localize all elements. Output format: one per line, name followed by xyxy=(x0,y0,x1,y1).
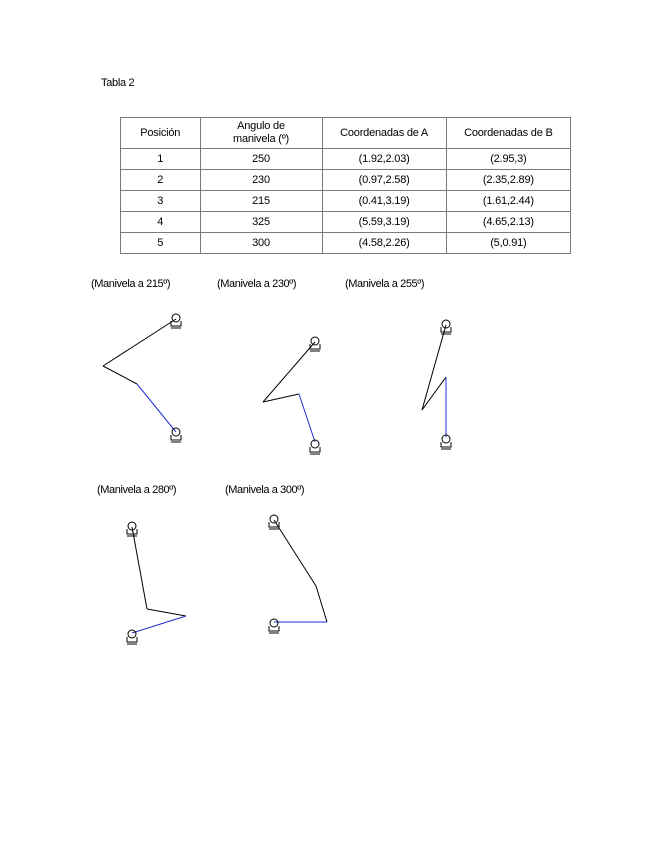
link-4 xyxy=(132,616,186,633)
cell-position: 5 xyxy=(121,233,201,254)
link-2 xyxy=(263,342,315,402)
figure-label-230: (Manivela a 230º) xyxy=(217,278,297,290)
link-3 xyxy=(147,609,186,616)
cell-angle: 300 xyxy=(200,233,322,254)
cell-coord-b: (5,0.91) xyxy=(446,233,570,254)
header-posicion: Posición xyxy=(121,118,201,149)
table-header-row xyxy=(121,118,571,149)
mechanism-diagram-255 xyxy=(415,313,460,455)
cell-coord-b: (2.95,3) xyxy=(446,149,570,170)
table-row xyxy=(121,191,571,212)
link-2 xyxy=(132,527,147,609)
cell-coord-a: (1.92,2.03) xyxy=(322,149,446,170)
fixed-pivot-icon xyxy=(269,619,279,633)
table-row xyxy=(121,149,571,170)
figure-label-280: (Manivela a 280º) xyxy=(97,484,177,496)
fixed-pivot-icon xyxy=(441,435,451,449)
cell-coord-a: (0.41,3.19) xyxy=(322,191,446,212)
link-2 xyxy=(422,325,446,410)
link-3 xyxy=(103,366,137,384)
cell-coord-a: (0.97,2.58) xyxy=(322,170,446,191)
mechanism-diagram-215 xyxy=(95,308,190,450)
table-row xyxy=(121,233,571,254)
cell-position: 2 xyxy=(121,170,201,191)
cell-position: 4 xyxy=(121,212,201,233)
link-4 xyxy=(299,394,315,442)
link-2 xyxy=(103,319,176,366)
cell-coord-b: (2.35,2.89) xyxy=(446,170,570,191)
cell-coord-b: (1.61,2.44) xyxy=(446,191,570,212)
mechanism-diagram-280 xyxy=(122,515,192,650)
link-3 xyxy=(422,377,446,410)
link-4 xyxy=(137,384,176,432)
cell-position: 3 xyxy=(121,191,201,212)
header-angulo: Angulo de manivela (º) xyxy=(200,118,322,149)
figure-label-300: (Manivela a 300º) xyxy=(225,484,305,496)
link-3 xyxy=(316,586,327,622)
fixed-pivot-icon xyxy=(441,320,451,334)
cell-coord-b: (4.65,2.13) xyxy=(446,212,570,233)
header-coord-b: Coordenadas de B xyxy=(446,118,570,149)
fixed-pivot-icon xyxy=(127,630,137,644)
table-row xyxy=(121,170,571,191)
cell-angle: 230 xyxy=(200,170,322,191)
cell-angle: 215 xyxy=(200,191,322,212)
cell-angle: 250 xyxy=(200,149,322,170)
figure-label-255: (Manivela a 255º) xyxy=(345,278,425,290)
fixed-pivot-icon xyxy=(269,515,279,529)
cell-coord-a: (5.59,3.19) xyxy=(322,212,446,233)
crank-positions-table xyxy=(120,117,571,254)
figure-label-215: (Manivela a 215º) xyxy=(91,278,171,290)
cell-angle: 325 xyxy=(200,212,322,233)
link-2 xyxy=(274,520,316,586)
mechanism-diagram-300 xyxy=(264,508,334,636)
table-row xyxy=(121,212,571,233)
fixed-pivot-icon xyxy=(310,440,320,454)
cell-coord-a: (4.58,2.26) xyxy=(322,233,446,254)
fixed-pivot-icon xyxy=(171,428,181,442)
header-coord-a: Coordenadas de A xyxy=(322,118,446,149)
fixed-pivot-icon xyxy=(310,337,320,351)
table-caption: Tabla 2 xyxy=(101,77,135,89)
cell-position: 1 xyxy=(121,149,201,170)
mechanism-diagram-230 xyxy=(255,330,330,456)
